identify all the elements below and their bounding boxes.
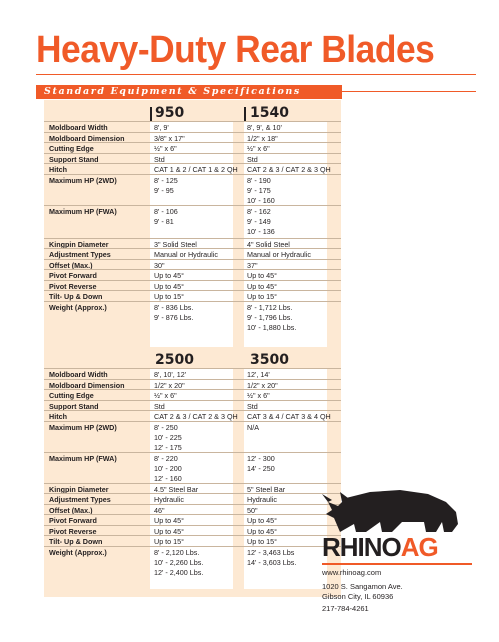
spec-value: Up to 15° — [154, 292, 185, 301]
spec-value: Up to 45° — [154, 526, 185, 536]
spec-label: Adjustment Types — [49, 495, 111, 504]
spec-row — [44, 174, 341, 206]
head-marker — [244, 107, 246, 121]
spec-label: Tilt- Up & Down — [49, 292, 103, 301]
logo-rule — [322, 563, 472, 565]
model-heading-3500: 3500 — [250, 352, 289, 368]
spec-label: Moldboard Dimension — [49, 380, 125, 390]
spec-value: Up to 45° — [247, 281, 278, 291]
spec-value: ½" x 6" — [154, 144, 177, 153]
spec-label: Weight (Approx.) — [49, 302, 107, 312]
spec-label: Pivot Forward — [49, 516, 97, 525]
spec-label: Tilt- Up & Down — [49, 537, 103, 546]
spec-value: 3" Solid Steel — [154, 239, 197, 249]
spec-value: 12', 14' — [247, 370, 270, 379]
spec-label: Moldboard Dimension — [49, 133, 125, 143]
spec-value: Std — [247, 401, 258, 411]
spec-row — [44, 452, 341, 484]
spec-label: Kingpin Diameter — [49, 484, 109, 494]
spec-value: 30" — [154, 260, 165, 270]
address-line-1: 1020 S. Sangamon Ave. — [322, 582, 403, 591]
spec-label: Hitch — [49, 165, 67, 174]
spec-label: Support Stand — [49, 401, 99, 411]
spec-value: Hydraulic — [247, 495, 277, 504]
spec-label: Moldboard Width — [49, 123, 108, 132]
section-rule — [342, 91, 476, 92]
spec-label: Weight (Approx.) — [49, 547, 107, 557]
spec-value: ½" x 6" — [247, 144, 270, 153]
spec-value: 12' - 300 14' - 250 — [247, 453, 275, 473]
spec-value: Std — [247, 154, 258, 164]
spec-value: Up to 15° — [247, 537, 278, 546]
section-label: Standard Equipment & Specifications — [44, 86, 301, 97]
spec-value: 5" Steel Bar — [247, 484, 286, 494]
spec-label: Pivot Reverse — [49, 281, 97, 291]
spec-value: 1/2" x 20" — [247, 380, 278, 390]
spec-value: ½" x 6" — [154, 391, 177, 400]
logo-wordmark — [322, 533, 438, 561]
spec-value: 8' - 125 9' - 95 — [154, 175, 178, 195]
spec-value: CAT 3 & 4 / CAT 3 & 4 QH — [247, 412, 331, 421]
spec-value: 8' - 1,712 Lbs. 9' - 1,796 Lbs. 10' - 1,880 Lbs. — [247, 302, 297, 333]
spec-value: Up to 45° — [247, 516, 278, 525]
spec-label: Support Stand — [49, 154, 99, 164]
spec-row — [44, 421, 341, 453]
phone-number: 217-784-4261 — [322, 604, 369, 613]
spec-label: Maximum HP (2WD) — [49, 422, 117, 432]
spec-value: 8' - 250 10' - 225 12' - 175 — [154, 422, 182, 453]
spec-value: 8', 9' — [154, 123, 169, 132]
spec-value: 8' - 836 Lbs. 9' - 876 Lbs. — [154, 302, 194, 322]
spec-label: Hitch — [49, 412, 67, 421]
spec-value: CAT 2 & 3 / CAT 2 & 3 QH — [247, 165, 331, 174]
spec-label: Offset (Max.) — [49, 505, 93, 515]
logo-name-accent: AG — [400, 532, 438, 562]
spec-value: 8' - 162 9' - 149 10' - 136 — [247, 206, 275, 237]
title-rule — [36, 74, 476, 75]
head-marker — [150, 107, 152, 121]
spec-row — [44, 301, 341, 335]
address-line-2: Gibson City, IL 60936 — [322, 592, 394, 601]
spec-value: 4" Solid Steel — [247, 239, 290, 249]
spec-label: Kingpin Diameter — [49, 239, 109, 249]
spec-value: 8', 9', & 10' — [247, 123, 282, 132]
spec-value: 37" — [247, 260, 258, 270]
logo-name-main: RHINO — [322, 532, 401, 562]
spec-value: N/A — [247, 422, 259, 432]
spec-value: 12' - 3,463 Lbs 14' - 3,603 Lbs. — [247, 547, 297, 567]
spec-value: CAT 1 & 2 / CAT 1 & 2 QH — [154, 165, 238, 174]
spec-value: 50" — [247, 505, 258, 515]
spec-value: 3/8" x 17" — [154, 133, 185, 143]
website-link[interactable]: www.rhinoag.com — [322, 568, 382, 577]
spec-value: Up to 45° — [247, 526, 278, 536]
spec-value: Up to 15° — [247, 292, 278, 301]
spec-value: 46" — [154, 505, 165, 515]
spec-value: Std — [154, 401, 165, 411]
page-title: Heavy-Duty Rear Blades — [36, 29, 435, 71]
spec-value: Up to 45° — [154, 271, 185, 280]
spec-value: ½" x 6" — [247, 391, 270, 400]
spec-label: Cutting Edge — [49, 144, 94, 153]
spec-value: 8' - 2,120 Lbs. 10' - 2,260 Lbs. 12' - 2,400 Lbs. — [154, 547, 204, 578]
spec-row — [44, 546, 341, 580]
spec-value: Manual or Hydraulic — [247, 250, 311, 259]
spec-label: Moldboard Width — [49, 370, 108, 379]
spec-value: Up to 45° — [154, 516, 185, 525]
rhino-icon — [320, 488, 470, 538]
spec-value: 8' - 190 9' - 175 10' - 160 — [247, 175, 275, 206]
spec-label: Maximum HP (2WD) — [49, 175, 117, 185]
spec-value: Std — [154, 154, 165, 164]
spec-value: 4.5" Steel Bar — [154, 484, 199, 494]
spec-value: 1/2" x 20" — [154, 380, 185, 390]
model-heading-2500: 2500 — [155, 352, 194, 368]
spec-label: Maximum HP (FWA) — [49, 453, 117, 463]
spec-value: Up to 15° — [154, 537, 185, 546]
spec-label: Offset (Max.) — [49, 260, 93, 270]
spec-label: Pivot Reverse — [49, 526, 97, 536]
spec-value: Up to 45° — [247, 271, 278, 280]
model-heading-950: 950 — [155, 105, 185, 121]
spec-value: Manual or Hydraulic — [154, 250, 218, 259]
spec-value: 1/2" x 18" — [247, 133, 278, 143]
spec-value: 8' - 106 9' - 81 — [154, 206, 178, 226]
spec-value: CAT 2 & 3 / CAT 2 & 3 QH — [154, 412, 238, 421]
spec-row — [44, 205, 341, 239]
model-heading-1540: 1540 — [250, 105, 289, 121]
spec-value: 8', 10', 12' — [154, 370, 187, 379]
spec-label: Maximum HP (FWA) — [49, 206, 117, 216]
spec-label: Cutting Edge — [49, 391, 94, 400]
spec-label: Pivot Forward — [49, 271, 97, 280]
spec-value: Hydraulic — [154, 495, 184, 504]
spec-value: Up to 45° — [154, 281, 185, 291]
spec-label: Adjustment Types — [49, 250, 111, 259]
spec-value: 8' - 220 10' - 200 12' - 160 — [154, 453, 182, 484]
